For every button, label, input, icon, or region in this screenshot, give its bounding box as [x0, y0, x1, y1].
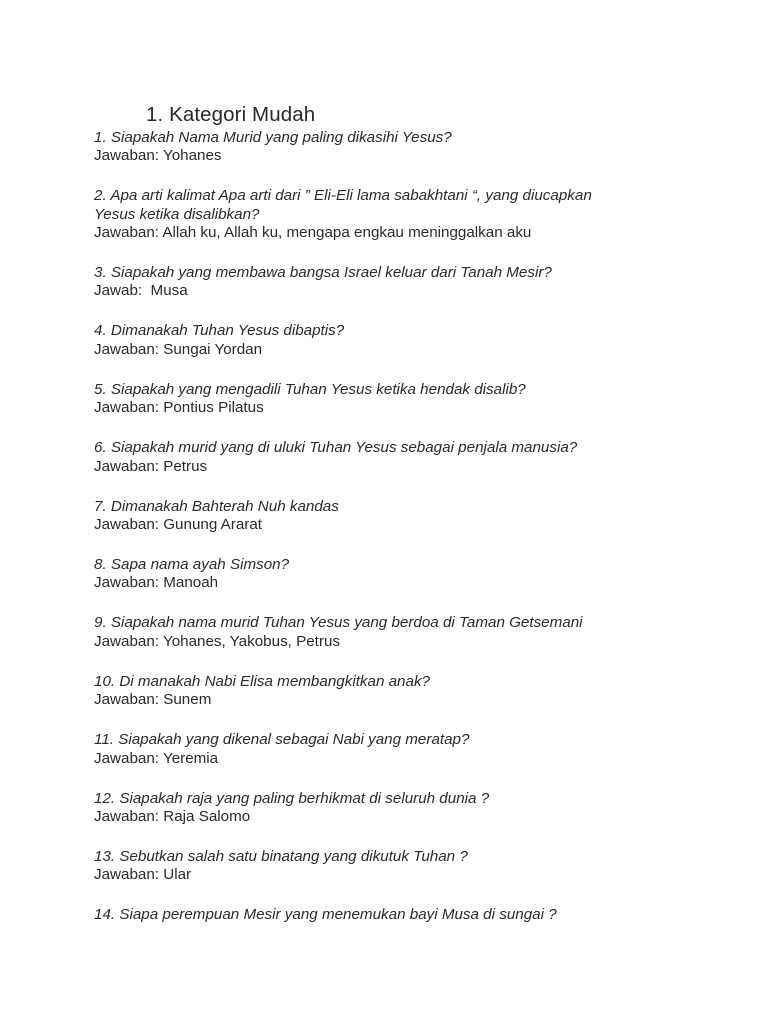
question-text: 5. Siapakah yang mengadili Tuhan Yesus ketika hendak disalib?	[94, 380, 526, 398]
question-item-13	[94, 848, 734, 885]
answer-text: Jawaban: Allah ku, Allah ku, mengapa engkau meninggalkan aku	[94, 223, 532, 241]
answer-text: Jawaban: Raja Salomo	[94, 807, 251, 825]
answer-text: Jawaban: Pontius Pilatus	[94, 399, 264, 417]
question-text: 3. Siapakah yang membawa bangsa Israel keluar dari Tanah Mesir?	[94, 264, 552, 282]
question-text: 11. Siapakah yang dikenal sebagai Nabi yang meratap?	[94, 731, 470, 749]
question-item-9	[94, 614, 734, 651]
question-text: 7. Dimanakah Bahterah Nuh kandas	[94, 497, 339, 515]
answer-text: Jawab: Musa	[94, 282, 188, 300]
question-text: 9. Siapakah nama murid Tuhan Yesus yang berdoa di Taman Getsemani	[94, 614, 583, 632]
answer-text: Jawaban: Yeremia	[94, 749, 219, 767]
answer-text: Jawaban: Sunem	[94, 691, 212, 709]
question-item-4	[94, 322, 734, 359]
question-item-7	[94, 498, 734, 535]
question-item-1	[94, 129, 734, 166]
question-list	[94, 129, 734, 925]
question-item-6	[94, 439, 734, 476]
question-item-10	[94, 673, 734, 710]
answer-text: Jawaban: Gunung Ararat	[94, 515, 263, 533]
answer-text: Jawaban: Petrus	[94, 457, 208, 475]
answer-text: Jawaban: Sungai Yordan	[94, 340, 263, 358]
section-heading: 1. Kategori Mudah	[146, 103, 316, 126]
answer-text: Jawaban: Manoah	[94, 574, 219, 592]
answer-text: Jawaban: Yohanes, Yakobus, Petrus	[94, 632, 340, 650]
question-item-5	[94, 381, 734, 418]
question-text: 6. Siapakah murid yang di uluki Tuhan Yesus sebagai penjala manusia?	[94, 439, 578, 457]
answer-text: Jawaban: Ular	[94, 866, 192, 884]
question-text: 2. Apa arti kalimat Apa arti dari ” Eli-Eli lama sabakhtani “, yang diucapkan Yesus ketika disalibkan?	[94, 187, 592, 223]
question-item-14	[94, 906, 734, 924]
question-item-3	[94, 264, 734, 301]
question-item-11	[94, 731, 734, 768]
question-text: 10. Di manakah Nabi Elisa membangkitkan anak?	[94, 672, 430, 690]
question-text: 1. Siapakah Nama Murid yang paling dikasihi Yesus?	[94, 129, 452, 146]
question-text: 13. Sebutkan salah satu binatang yang dikutuk Tuhan ?	[94, 847, 468, 865]
question-item-2	[94, 187, 734, 242]
answer-text: Jawaban: Yohanes	[94, 147, 222, 165]
question-item-12	[94, 790, 734, 827]
question-item-8	[94, 556, 734, 593]
question-text: 14. Siapa perempuan Mesir yang menemukan bayi Musa di sungai ?	[94, 906, 557, 924]
question-text: 8. Sapa nama ayah Simson?	[94, 556, 290, 574]
question-text: 4. Dimanakah Tuhan Yesus dibaptis?	[94, 322, 345, 340]
question-text: 12. Siapakah raja yang paling berhikmat di seluruh dunia ?	[94, 789, 490, 807]
